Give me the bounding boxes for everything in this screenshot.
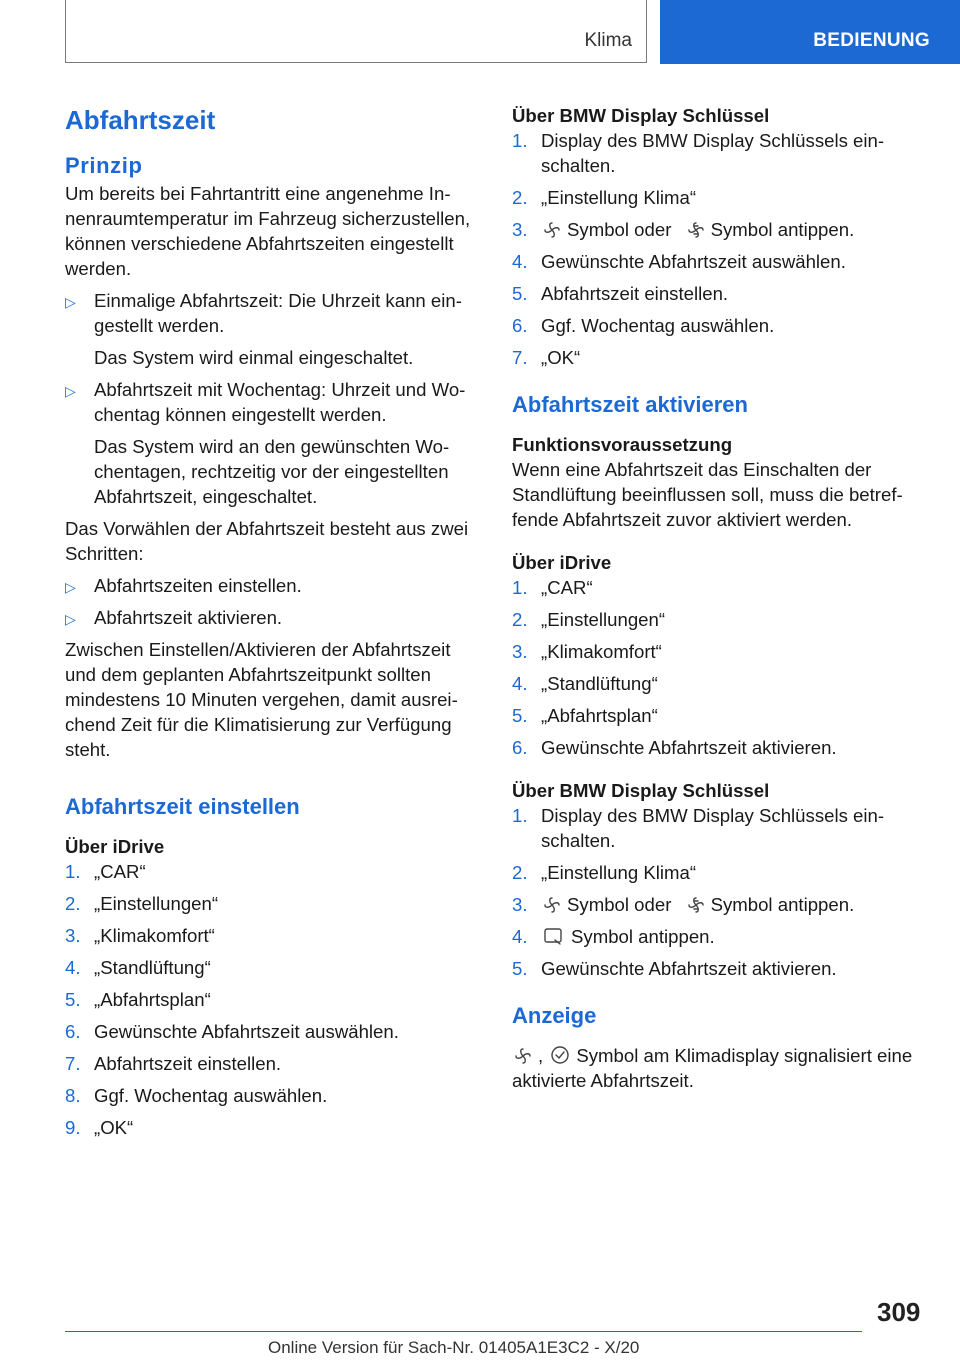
list-item: 1. „CAR“ — [512, 577, 593, 598]
list-item: 7. Abfahrtszeit einstellen. — [65, 1053, 282, 1074]
prereq-heading: Funktionsvoraussetzung — [512, 434, 733, 455]
fan-timer-icon — [687, 221, 705, 239]
activate-idrive-heading: Über iDrive — [512, 552, 612, 573]
key2-heading: Über BMW Display Schlüssel — [512, 780, 770, 801]
list-item: 9. „OK“ — [65, 1117, 134, 1138]
fan-icon — [514, 1047, 532, 1065]
header-section-title: Klima — [584, 30, 632, 51]
principle-heading: Prinzip — [65, 153, 143, 178]
list-item: 6. Ggf. Wochentag auswählen. — [512, 315, 775, 336]
list-item: 5. „Abfahrtsplan“ — [512, 705, 658, 726]
list-item: 3. „Klimakomfort“ — [65, 925, 215, 946]
list-item: 5. Gewünschte Abfahrtszeit aktivieren. — [512, 958, 837, 979]
footer-divider — [65, 1331, 862, 1332]
list-item: 1. Display des BMW Display Schlüssels einschalten. — [512, 130, 885, 176]
list-item: 3. Symbol oder Symbol antippen. — [512, 894, 855, 915]
triangle-bullet-icon: ▷ — [65, 611, 76, 627]
list-item: 8. Ggf. Wochentag auswählen. — [65, 1085, 328, 1106]
steps-intro: Das Vorwählen der Abfahrtszeit besteht aus zwei Schritten: — [65, 518, 469, 564]
display-key-icon — [543, 926, 565, 946]
list-item: 7. „OK“ — [512, 347, 581, 368]
clock-icon — [550, 1045, 570, 1065]
list-item: 2. „Einstellungen“ — [65, 893, 219, 914]
list-item: ▷ Einmalige Abfahrtszeit: Die Uhrzeit kann eingestellt werden. Das System wird einmal eingeschaltet. — [65, 290, 462, 368]
list-item: ▷ Abfahrtszeit mit Wochentag: Uhrzeit und Wochentag können eingestellt werden. Das System wird an den gewünschten Wochentagen, rechtzeitig vor der eingestellten Abfahrtszeit, eingeschaltet. — [65, 379, 466, 507]
key1-heading: Über BMW Display Schlüssel — [512, 105, 770, 126]
list-item: 4. Gewünschte Abfahrtszeit auswählen. — [512, 251, 846, 272]
left-column — [65, 103, 480, 1147]
triangle-bullet-icon: ▷ — [65, 294, 76, 310]
fan-icon — [543, 896, 561, 914]
header-chapter-title: BEDIENUNG — [813, 30, 930, 51]
list-item: 2. „Einstellung Klima“ — [512, 862, 697, 883]
header-section-box — [65, 0, 647, 63]
list-item: 3. „Klimakomfort“ — [512, 641, 662, 662]
key2-steps — [512, 803, 932, 981]
list-item: 2. „Einstellung Klima“ — [512, 187, 697, 208]
set-idrive-steps — [65, 859, 480, 1140]
page-number: 309 — [877, 1297, 921, 1327]
activate-idrive-steps — [512, 575, 932, 760]
list-item: 5. „Abfahrtsplan“ — [65, 989, 211, 1010]
list-item: 4. „Standlüftung“ — [512, 673, 658, 694]
list-item: 4. Symbol antippen. — [512, 926, 715, 947]
right-column — [512, 103, 932, 1093]
footer-online-version: Online Version für Sach-Nr. 01405A1E3C2 - X/20 — [268, 1338, 640, 1357]
steps-list — [65, 573, 480, 630]
mode-list — [65, 288, 480, 509]
prereq-text: Wenn eine Abfahrtszeit das Einschalten der Standlüftung beeinflussen soll, muss die betreffende Abfahrtszeit zuvor aktiviert werden. — [512, 459, 903, 530]
list-item: 2. „Einstellungen“ — [512, 609, 666, 630]
triangle-bullet-icon: ▷ — [65, 383, 76, 399]
fan-icon — [543, 221, 561, 239]
triangle-bullet-icon: ▷ — [65, 579, 76, 595]
timing-note: Zwischen Einstellen/Aktivieren der Abfahrtszeit und dem geplanten Abfahrtszeitpunkt sollten mindestens 10 Minuten vergehen, damit ausreichend Zeit für die Klimatisierung zur Verfügung steht. — [65, 639, 458, 760]
set-departure-heading: Abfahrtszeit einstellen — [65, 794, 300, 819]
list-item: 5. Abfahrtszeit einstellen. — [512, 283, 729, 304]
header-chapter-tab — [660, 0, 960, 64]
list-item: ▷ Abfahrtszeit aktivieren. — [65, 605, 480, 630]
activate-departure-heading: Abfahrtszeit aktivieren — [512, 392, 748, 417]
list-item: 4. „Standlüftung“ — [65, 957, 211, 978]
list-item: ▷ Abfahrtszeiten einstellen. — [65, 573, 480, 598]
display-heading: Anzeige — [512, 1003, 597, 1028]
key1-steps — [512, 128, 932, 370]
list-item: 6. Gewünschte Abfahrtszeit auswählen. — [65, 1021, 399, 1042]
principle-intro: Um bereits bei Fahrtantritt eine angenehme Innenraumtemperatur im Fahrzeug sicherzustellen, können verschiedene Abfahrtszeiten eingestellt werden. — [65, 183, 471, 279]
list-item: 1. Display des BMW Display Schlüssels einschalten. — [512, 805, 885, 851]
list-item: 6. Gewünschte Abfahrtszeit aktivieren. — [512, 737, 837, 758]
set-idrive-heading: Über iDrive — [65, 836, 165, 857]
page-title: Abfahrtszeit — [65, 105, 216, 135]
display-text: , Symbol am Klimadisplay signalisiert eine aktivierte Abfahrtszeit. — [512, 1045, 913, 1091]
list-item: 3. Symbol oder Symbol antippen. — [512, 219, 855, 240]
fan-timer-icon — [687, 896, 705, 914]
list-item: 1. „CAR“ — [65, 861, 146, 882]
